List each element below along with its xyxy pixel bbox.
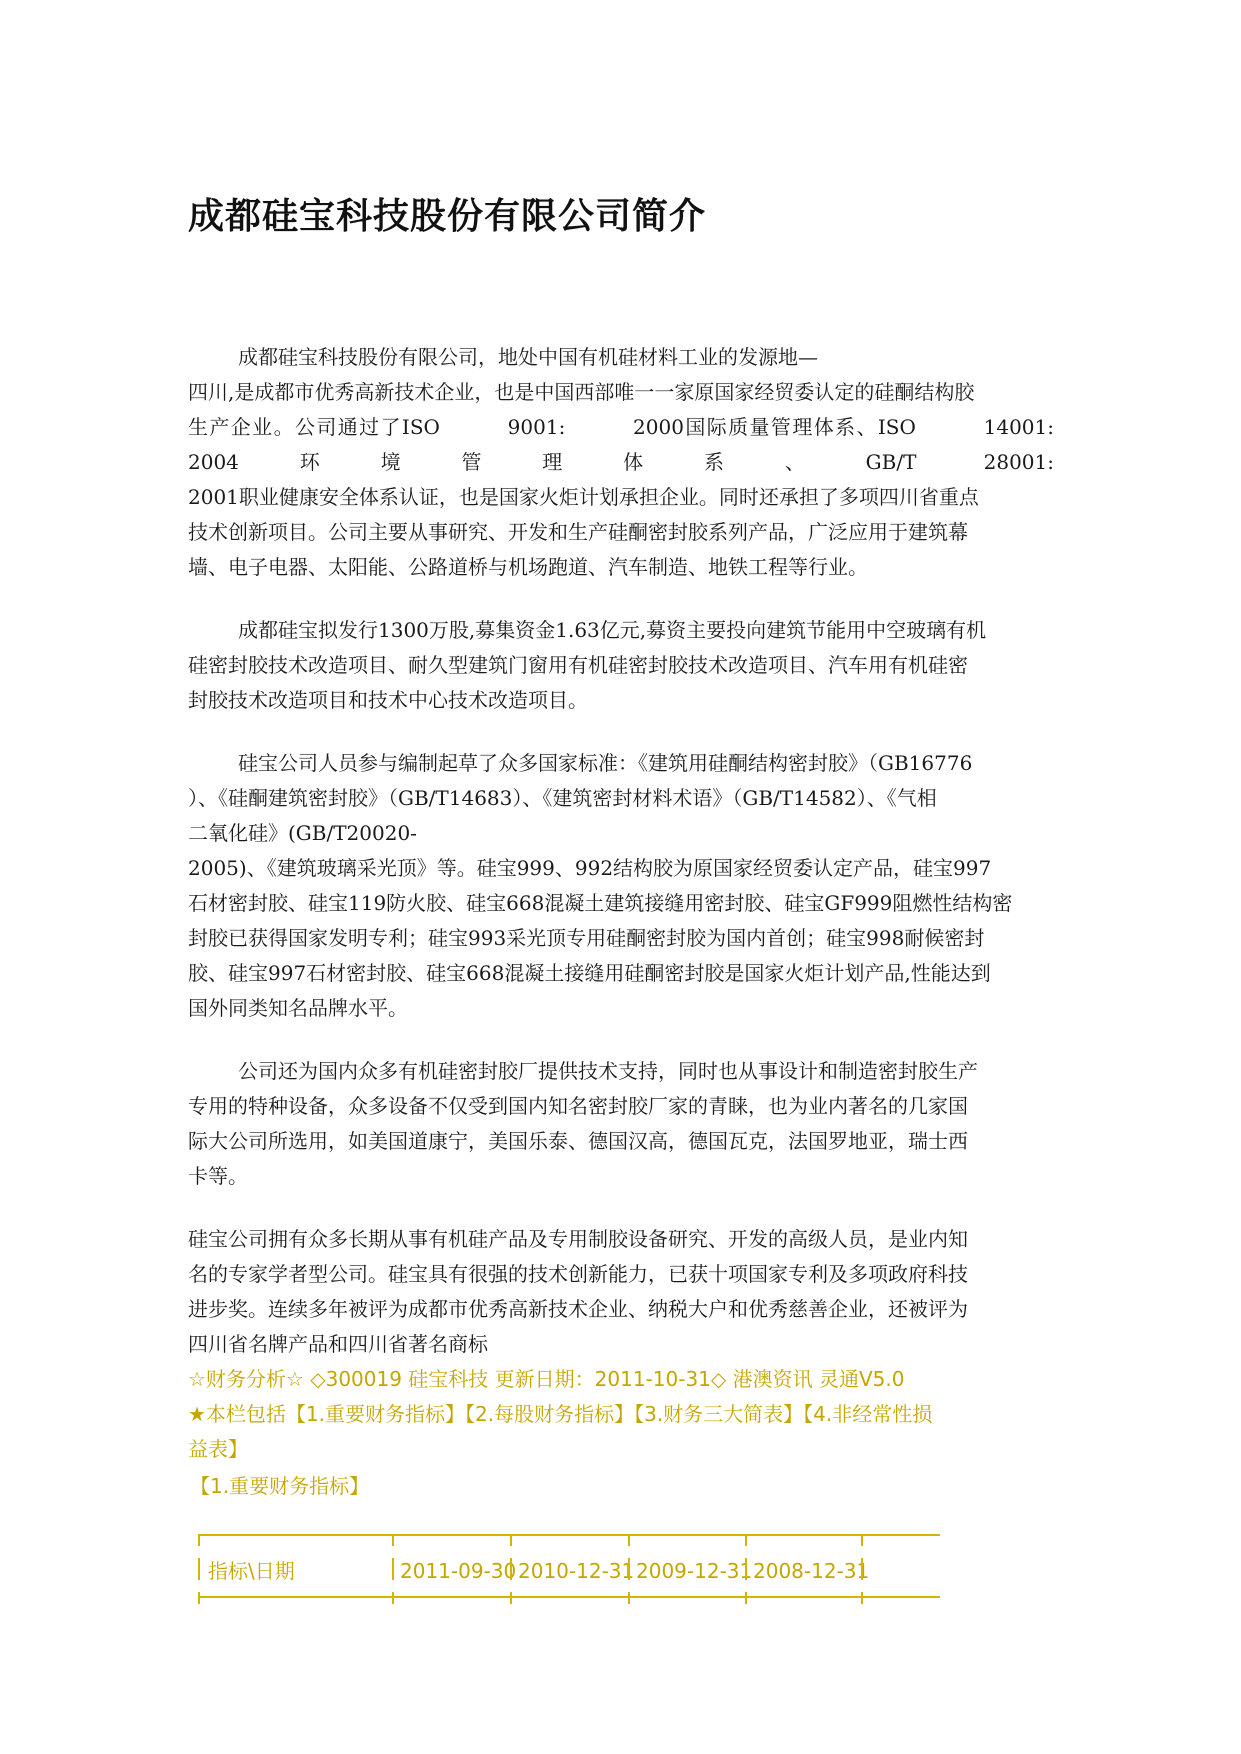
finance-section-title: 【1.重要财务指标】 [190,1474,370,1498]
text-line: 专用的特种设备，众多设备不仅受到国内知名密封胶厂家的青睐，也为业内著名的几家国 [188,1094,968,1118]
text-line: ）、《硅酮建筑密封胶》（GB/T14683）、《建筑密封材料术语》（GB/T14582）、《气相 [188,786,937,810]
table-border-tick [628,1534,630,1546]
table-border-tick [392,1534,394,1546]
table-border-tick [198,1534,200,1546]
text-line: 2005)、《建筑玻璃采光顶》等。硅宝999、992结构胶为原国家经贸委认定产品，硅宝997 [188,856,992,880]
text-line: 四川省名牌产品和四川省著名商标 [188,1332,488,1356]
table-cell-divider [198,1558,200,1580]
paragraph-intro [188,340,1054,585]
text-line: 四川,是成都市优秀高新技术企业，也是中国西部唯一一家原国家经贸委认定的硅酮结构胶 [188,380,975,404]
table-border-tick [745,1534,747,1546]
text-line: 国外同类知名品牌水平。 [188,996,408,1020]
text-line: 卡等。 [188,1164,248,1188]
text-line: 二氧化硅》(GB/T20020- [188,821,417,845]
table-border-tick [198,1592,200,1604]
table-border-tick [628,1592,630,1604]
document-body [188,340,1054,1616]
paragraph-talent [188,1222,1054,1362]
text-line: 封胶已获得国家发明专利；硅宝993采光顶专用硅酮密封胶为国内首创；硅宝998耐候密封 [188,926,985,950]
text-line: 胶、硅宝997石材密封胶、硅宝668混凝土接缝用硅酮密封胶是国家火炬计划产品,性能达到 [188,961,991,985]
text-line: 硅宝公司拥有众多长期从事有机硅产品及专用制胶设备研究、开发的高级人员，是业内知 [188,1227,968,1251]
paragraph-ipo [188,613,1054,718]
table-border-top [198,1534,940,1536]
table-border-tick [510,1592,512,1604]
table-header-label: 指标\日期 [208,1559,295,1583]
table-date-cell: 2009-12-31 [636,1559,753,1583]
text-line: 2001职业健康安全体系认证，也是国家火炬计划承担企业。同时还承担了多项四川省重点 [188,485,979,509]
table-date-cell: 2011-09-30 [400,1559,517,1583]
table-date-cell: 2010-12-31 [518,1559,635,1583]
text-line: 成都硅宝拟发行1300万股,募集资金1.63亿元,募资主要投向建筑节能用中空玻璃有机 [238,618,987,642]
document-title: 成都硅宝科技股份有限公司简介 [188,196,707,237]
table-cell-divider [392,1558,394,1580]
finance-header-line: ☆财务分析☆ ◇300019 硅宝科技 更新日期：2011-10-31◇ 港澳资讯 灵通V5.0 [188,1367,905,1391]
paragraph-equipment [188,1054,1054,1194]
table-border-tick [392,1592,394,1604]
text-line: 硅宝公司人员参与编制起草了众多国家标准：《建筑用硅酮结构密封胶》（GB16776 [238,751,973,775]
table-date-cell: 2008-12-31 [753,1559,870,1583]
text-line: 硅密封胶技术改造项目、耐久型建筑门窗用有机硅密封胶技术改造项目、汽车用有机硅密 [188,653,968,677]
text-line: 际大公司所选用，如美国道康宁，美国乐泰、德国汉高，德国瓦克，法国罗地亚，瑞士西 [188,1129,968,1153]
text-line: 生产企业。公司通过了ISO 9001: 2000国际质量管理体系、ISO 14001: [188,415,1054,439]
text-line: 公司还为国内众多有机硅密封胶厂提供技术支持，同时也从事设计和制造密封胶生产 [238,1059,978,1083]
text-line: 名的专家学者型公司。硅宝具有很强的技术创新能力，已获十项国家专利及多项政府科技 [188,1262,968,1286]
text-line: 成都硅宝科技股份有限公司，地处中国有机硅材料工业的发源地— [238,345,818,369]
table-cell-divider [745,1558,747,1580]
table-border-tick [861,1592,863,1604]
table-border-tick [510,1534,512,1546]
finance-contents-line: 益表】 [188,1437,248,1461]
table-border-bottom [198,1596,940,1598]
text-line: 2004环境管理体系、GB/T 28001: [188,450,1054,474]
financial-indicator-table [188,1526,948,1616]
text-line: 石材密封胶、硅宝119防火胶、硅宝668混凝土建筑接缝用密封胶、硅宝GF999阻燃性结构密 [188,891,1013,915]
text-line: 墙、电子电器、太阳能、公路道桥与机场跑道、汽车制造、地铁工程等行业。 [188,555,868,579]
table-cell-divider [861,1558,863,1580]
text-line: 封胶技术改造项目和技术中心技术改造项目。 [188,688,588,712]
text-line: 技术创新项目。公司主要从事研究、开发和生产硅酮密封胶系列产品，广泛应用于建筑幕 [188,520,968,544]
table-border-tick [745,1592,747,1604]
table-cell-divider [628,1558,630,1580]
paragraph-standards [188,746,1054,1026]
finance-contents-line: ★本栏包括【1.重要财务指标】【2.每股财务指标】【3.财务三大简表】【4.非经常性损 [188,1402,933,1426]
table-border-tick [861,1534,863,1546]
table-cell-divider [510,1558,512,1580]
text-line: 进步奖。连续多年被评为成都市优秀高新技术企业、纳税大户和优秀慈善企业，还被评为 [188,1297,968,1321]
